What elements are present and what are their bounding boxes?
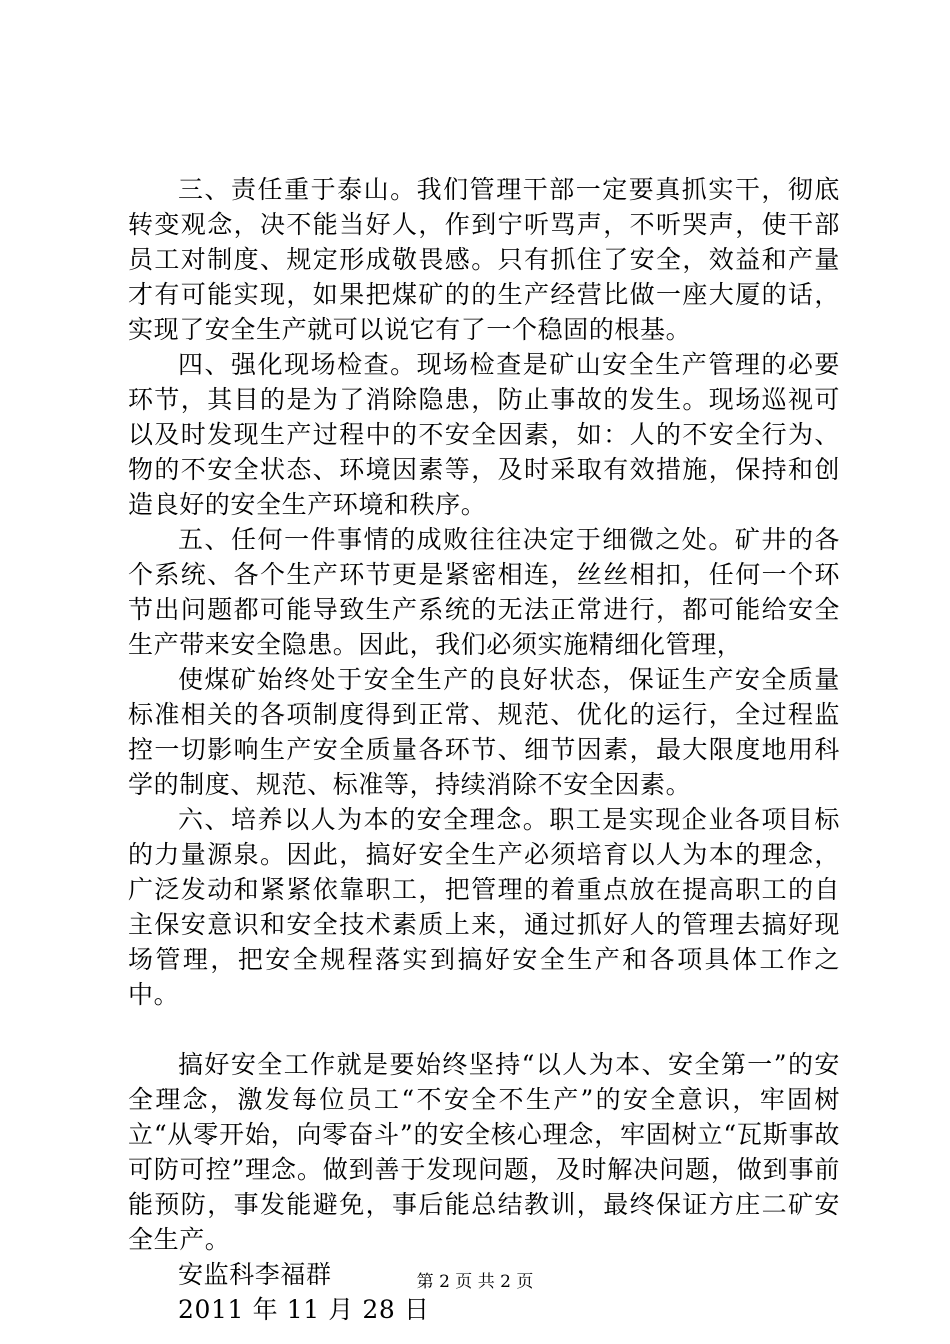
paragraph-details: 五、任何一件事情的成败往往决定于细微之处。矿井的各个系统、各个生产环节更是紧密相连，丝丝相扣，任何一个环节出问题都可能导致生产系统的无法正常进行，都可能给安全生产带来安全隐患。因此，我们必须实施精细化管理，	[128, 525, 840, 659]
signature: 安监科李福群	[178, 1260, 332, 1289]
paragraph-spacer	[128, 1012, 840, 1047]
paragraph-refined-management: 使煤矿始终处于安全生产的良好状态，保证生产安全质量标准相关的各项制度得到正常、规范、优化的运行，全过程监控一切影响生产安全质量各环节、细节因素，最大限度地用科学的制度、规范、标准等，持续消除不安全因素。	[128, 665, 840, 799]
paragraph-responsibility: 三、责任重于泰山。我们管理干部一定要真抓实干，彻底转变观念，决不能当好人，作到宁听骂声，不听哭声，使干部员工对制度、规定形成敬畏感。只有抓住了安全，效益和产量才有可能实现，如果把煤矿的的生产经营比做一座大厦的话，实现了安全生产就可以说它有了一个稳固的根基。	[128, 175, 840, 344]
paragraph-conclusion: 搞好安全工作就是要始终坚持“以人为本、安全第一”的安全理念，激发每位员工“不安全不生产”的安全意识，牢固树立“从零开始，向零奋斗”的安全核心理念，牢固树立“瓦斯事故可防可控”理念。做到善于发现问题，及时解决问题，做到事前能预防，事发能避免，事后能总结教训，最终保证方庄二矿安全生产。	[128, 1050, 840, 1254]
paragraph-people-oriented: 六、培养以人为本的安全理念。职工是实现企业各项目标的力量源泉。因此，搞好安全生产必须培育以人为本的理念，广泛发动和紧紧依靠职工，把管理的着重点放在提高职工的自主保安意识和安全技术素质上来，通过抓好人的管理去搞好现场管理，把安全规程落实到搞好安全生产和各项具体工作之中。	[128, 805, 840, 1009]
document-body	[128, 172, 840, 1327]
document-date: 2011 年 11 月 28 日	[178, 1295, 430, 1324]
paragraph-site-inspection: 四、强化现场检查。现场检查是矿山安全生产管理的必要环节，其目的是为了消除隐患，防止事故的发生。现场巡视可以及时发现生产过程中的不安全因素，如：人的不安全行为、物的不安全状态、环境因素等，及时采取有效措施，保持和创造良好的安全生产环境和秩序。	[128, 350, 840, 519]
page-number-footer: 第 2 页 共 2 页	[416, 1272, 534, 1292]
